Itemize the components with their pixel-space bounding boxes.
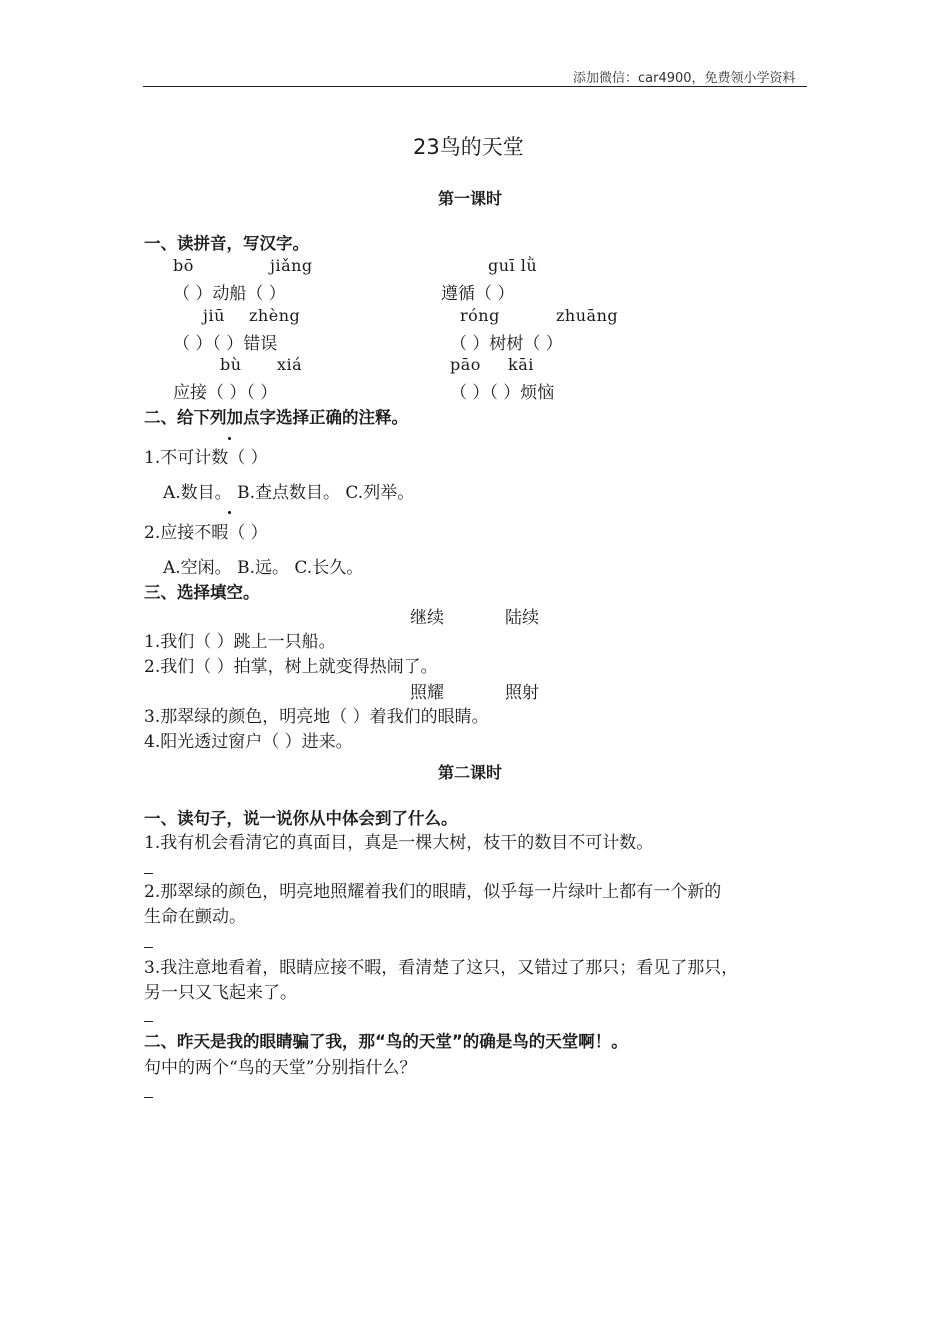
- fill-row-1a: （ ）动船（ ）: [173, 284, 286, 304]
- l2-sentence-2a: 2.那翠绿的颜色，明亮地照耀着我们的眼睛，似乎每一片绿叶上都有一个新的: [144, 882, 722, 902]
- pinyin-bu: bù: [220, 355, 242, 374]
- q3-sentence-4: 4.阳光透过窗户（ ）进来。: [144, 732, 353, 752]
- pinyin-kai: kāi: [508, 355, 534, 374]
- lesson1-heading: 第一课时: [438, 189, 503, 208]
- pinyin-xia: xiá: [277, 355, 303, 374]
- l2-q1-heading: 一、读句子，说一说你从中体会到了什么。: [144, 809, 458, 828]
- word-zhaoshe: 照射: [505, 683, 539, 703]
- pinyin-pao: pāo: [450, 355, 481, 374]
- fill-row-2b: （ ）树树（ ）: [450, 334, 563, 354]
- pinyin-bo: bō: [173, 256, 194, 275]
- page-title: 23鸟的天堂: [413, 135, 524, 159]
- q2-item-1-options: A.数目。 B.查点数目。 C.列举。: [163, 483, 415, 503]
- answer-line-3: [144, 1021, 153, 1022]
- emphasis-dot-xia: [228, 511, 231, 514]
- pinyin-zhuang: zhuāng: [556, 306, 619, 325]
- q3-sentence-1: 1.我们（ ）跳上一只船。: [144, 632, 336, 652]
- lesson2-heading: 第二课时: [438, 763, 503, 782]
- q2-item-2: 2.应接不暇（ ）: [144, 523, 268, 543]
- emphasis-dot-shu: [228, 437, 231, 440]
- l1-q2-heading: 二、给下列加点字选择正确的注释。: [144, 408, 408, 427]
- fill-row-1b: 遵循（ ）: [441, 284, 515, 304]
- pinyin-zheng: zhèng: [249, 306, 301, 325]
- answer-line-4: [144, 1097, 153, 1098]
- pinyin-jiang: jiǎng: [270, 256, 313, 275]
- fill-row-2a: （ ）（ ）错误: [173, 334, 278, 354]
- q2-item-1: 1.不可计数（ ）: [144, 448, 268, 468]
- l1-q1-heading: 一、读拼音，写汉字。: [144, 234, 309, 253]
- l1-q3-heading: 三、选择填空。: [144, 583, 260, 602]
- word-luxu: 陆续: [505, 608, 539, 628]
- answer-line-2: [144, 947, 153, 948]
- l2-sentence-2b: 生命在颤动。: [144, 907, 246, 927]
- l2-sentence-3a: 3.我注意地看着，眼睛应接不暇，看清楚了这只，又错过了那只；看见了那只，: [144, 958, 739, 978]
- word-zhaoyao: 照耀: [410, 683, 444, 703]
- fill-row-3b: （ ）（ ）烦恼: [450, 383, 555, 403]
- header-rule: [143, 86, 807, 87]
- header-note: 添加微信：car4900，免费领小学资料: [573, 71, 796, 86]
- q2-item-2-options: A.空闲。 B.远。 C.长久。: [163, 558, 364, 578]
- word-jixu: 继续: [410, 608, 444, 628]
- l2-q2-heading: 二、昨天是我的眼睛骗了我，那“鸟的天堂”的确是鸟的天堂啊！。: [144, 1032, 628, 1051]
- answer-line-1: [144, 873, 153, 874]
- l2-sentence-1: 1.我有机会看清它的真面目，真是一棵大树，枝干的数目不可计数。: [144, 833, 654, 853]
- pinyin-gui-lv: guī lǜ: [488, 256, 538, 275]
- pinyin-rong: róng: [460, 306, 500, 325]
- pinyin-jiu: jiū: [203, 306, 225, 325]
- l2-sentence-3b: 另一只又飞起来了。: [144, 983, 297, 1003]
- q3-sentence-2: 2.我们（ ）拍掌，树上就变得热闹了。: [144, 657, 438, 677]
- fill-row-3a: 应接（ ）（ ）: [173, 383, 278, 403]
- l2-q2-question: 句中的两个“鸟的天堂”分别指什么？: [144, 1058, 417, 1078]
- q3-sentence-3: 3.那翠绿的颜色，明亮地（ ）着我们的眼睛。: [144, 707, 489, 727]
